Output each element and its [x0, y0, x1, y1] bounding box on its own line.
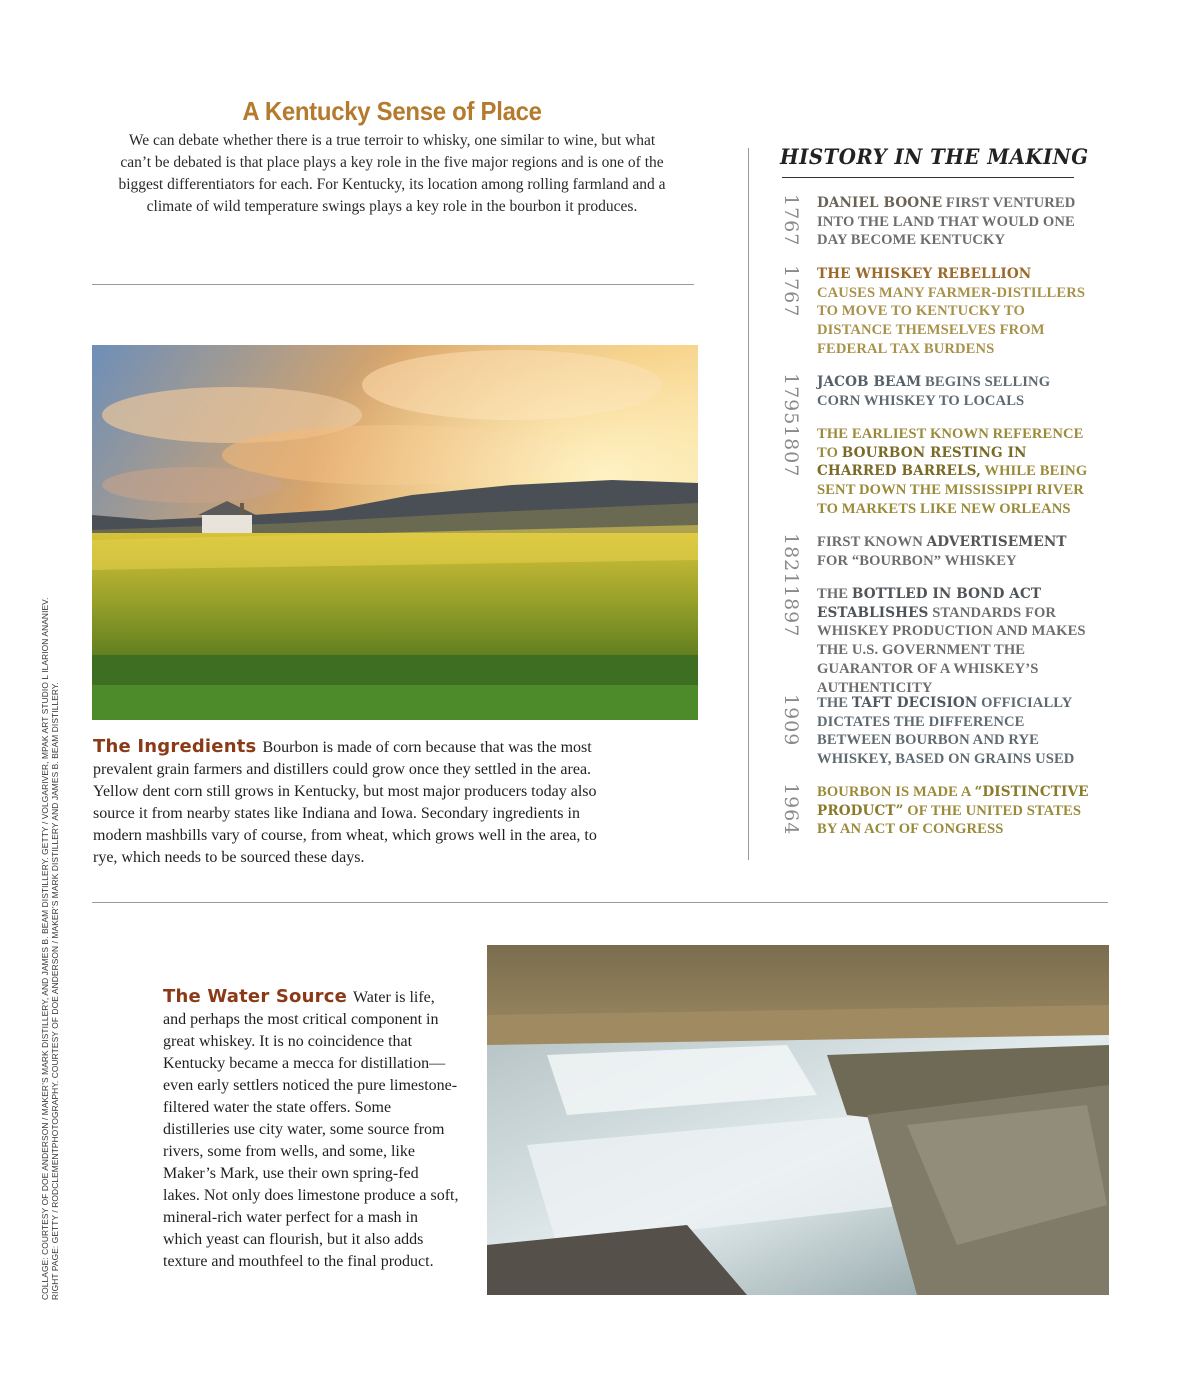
timeline-year: 1964 — [780, 783, 802, 836]
water-heading: The Water Source — [163, 986, 347, 1007]
divider — [92, 284, 694, 285]
water-article — [163, 986, 459, 1273]
timeline-text: THE BOTTLED IN BOND ACT ESTABLISHES STANDARDS FOR WHISKEY PRODUCTION AND MAKES THE U.S. GOVERNMENT THE GUARANTOR OF A WHISKEY’S AUTHENTICITY — [817, 586, 1086, 696]
section-title: A Kentucky Sense of Place — [242, 96, 542, 126]
timeline-year: 1909 — [780, 694, 802, 747]
photo-credits — [40, 597, 60, 1300]
timeline-year: 1767 — [780, 265, 802, 318]
timeline-underline — [782, 177, 1074, 178]
timeline-year: 1821 — [780, 533, 802, 586]
timeline-text: THE TAFT DECISION OFFICIALLY DICTATES THE DIFFERENCE BETWEEN BOURBON AND RYE WHISKEY, BASED ON GRAINS USED — [817, 695, 1075, 768]
timeline-text: DANIEL BOONE FIRST VENTURED INTO THE LAND THAT WOULD ONE DAY BECOME KENTUCKY — [817, 195, 1076, 249]
credit-line-2: RIGHT PAGE: GETTY / RODCLEMENTPHOTOGRAPHY. COURTESY OF DOE ANDERSON / MAKER’S MARK DISTILLERY AND JAMES B. BEAM DISTILLERY. — [50, 682, 60, 1300]
timeline-year: 1897 — [780, 585, 802, 638]
timeline-text: JACOB BEAM BEGINS SELLING CORN WHISKEY TO LOCALS — [817, 374, 1051, 409]
timeline-text: THE EARLIEST KNOWN REFERENCE TO BOURBON RESTING IN CHARRED BARRELS, WHILE BEING SENT DOWN THE MISSISSIPPI RIVER TO MARKETS LIKE NEW ORLEANS — [817, 426, 1088, 517]
cornfield-photo — [92, 345, 698, 720]
timeline-text: THE WHISKEY REBELLION CAUSES MANY FARMER-DISTILLERS TO MOVE TO KENTUCKY TO DISTANCE THEMSELVES FROM FEDERAL TAX BURDENS — [817, 266, 1086, 357]
timeline-text: FIRST KNOWN ADVERTISEMENT FOR “BOURBON” WHISKEY — [817, 534, 1067, 569]
timeline-year: 1795 — [780, 373, 802, 426]
ingredients-body: Bourbon is made of corn because that was the most prevalent grain farmers and distillers could grow once they settled in the area. Yellow dent corn still grows in Kentucky, but most major producers today also source it from nearby states like Indiana and Iowa. Secondary ingredients in modern mashbills vary of course, from wheat, which grows well in the area, to rye, which needs to be sourced these days. — [93, 739, 597, 866]
timeline-year: 1767 — [780, 194, 802, 247]
intro-paragraph: We can debate whether there is a true terroir to whisky, one similar to wine, but what can’t be debated is that place plays a key role in the five major regions and is one of the biggest differentiators for each. For Kentucky, its location among rolling farmland and a climate of wild temperature swings plays a key role in the bourbon it produces. — [118, 132, 666, 215]
divider — [92, 902, 1108, 903]
timeline-title: HISTORY IN THE MAKING — [780, 144, 1089, 169]
timeline-text: BOURBON IS MADE A “DISTINCTIVE PRODUCT” OF THE UNITED STATES BY AN ACT OF CONGRESS — [817, 784, 1089, 838]
creek-photo — [487, 945, 1109, 1295]
ingredients-heading: The Ingredients — [93, 736, 257, 757]
timeline-year: 1807 — [780, 425, 802, 478]
ingredients-article — [93, 736, 613, 869]
credit-line-1: COLLAGE: COURTESY OF DOE ANDERSON / MAKER’S MARK DISTILLERY, AND JAMES B. BEAM DISTILLERY. GETTY / VOLGARIVER, MPAK ART STUDIO L ILARION ANANIEV. — [40, 597, 50, 1300]
water-body: Water is life, and perhaps the most critical component in great whiskey. It is no coincidence that Kentucky became a mecca for distillation— even early settlers noticed the pure limestone-filtered water the state offers. Some distilleries use city water, some source from rivers, some from wells, and some, like Maker’s Mark, use their own spring-fed lakes. Not only does limestone produce a soft, mineral-rich water perfect for a mash in which yeast can flourish, but it also adds texture and mouthfeel to the final product. — [163, 989, 459, 1270]
